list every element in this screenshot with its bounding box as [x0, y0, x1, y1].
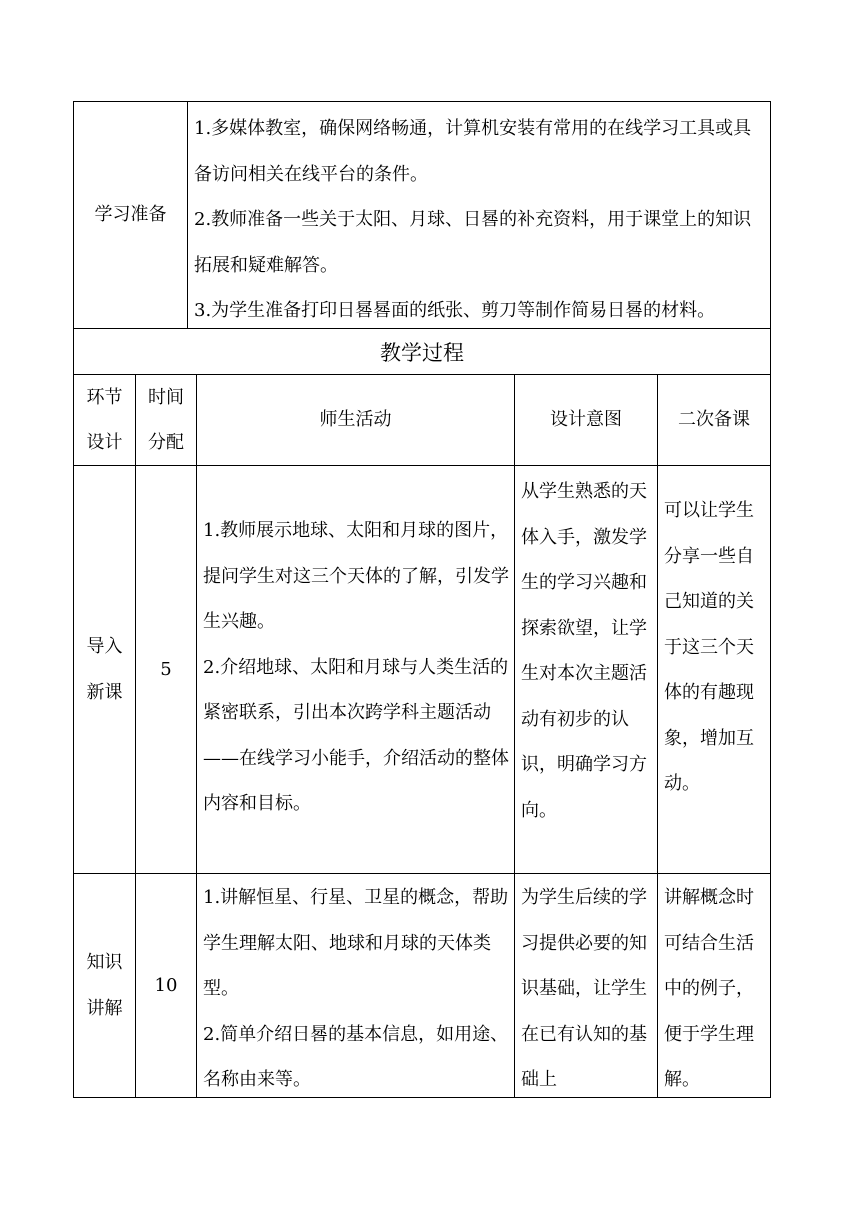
row-stage: 导入新课: [86, 636, 123, 703]
header-intent: 设计意图: [550, 409, 622, 431]
header-stage: 环节设计: [86, 386, 123, 453]
header-activity: 师生活动: [319, 409, 392, 431]
header-time: 时间分配: [148, 386, 184, 453]
activity-item: 1.讲解恒星、行星、卫星的概念，帮助学生理解太阳、地球和月球的天体类型。: [203, 887, 509, 999]
row-secondary: 可以让学生分享一些自己知道的关于这三个天体的有趣现象，增加互动。: [664, 500, 754, 794]
prep-label: 学习准备: [94, 204, 167, 226]
process-title: 教学过程: [380, 340, 464, 365]
row-time: 5: [160, 658, 172, 680]
row-activities: [203, 508, 509, 827]
row-secondary: 讲解概念时可结合生活中的例子，便于学生理解。: [664, 887, 754, 1090]
row-intent: 为学生后续的学习提供必要的知识基础，让学生在已有认知的基础上: [521, 887, 647, 1090]
prep-item: 3.为学生准备打印日晷晷面的纸张、剪刀等制作简易日晷的材料。: [194, 300, 716, 321]
row-stage: 知识讲解: [86, 952, 123, 1019]
header-secondary: 二次备课: [678, 409, 750, 431]
row-activities: [203, 875, 509, 1103]
activity-item: 1.教师展示地球、太阳和月球的图片，提问学生对这三个天体的了解，引发学生兴趣。: [203, 520, 509, 632]
prep-items: [194, 106, 768, 334]
activity-item: 2.简单介绍日晷的基本信息，如用途、名称由来等。: [203, 1023, 509, 1090]
prep-item: 1.多媒体教室，确保网络畅通，计算机安装有常用的在线学习工具或具备访问相关在线平台的条件。: [194, 118, 752, 185]
prep-item: 2.教师准备一些关于太阳、月球、日晷的补充资料，用于课堂上的知识拓展和疑难解答。: [194, 209, 752, 276]
row-time: 10: [154, 974, 178, 996]
activity-item: 2.介绍地球、太阳和月球与人类生活的紧密联系，引出本次跨学科主题活动——在线学习小能手，介绍活动的整体内容和目标。: [203, 656, 509, 814]
row-intent: 从学生熟悉的天体入手，激发学生的学习兴趣和探索欲望，让学生对本次主题活动有初步的认识，明确学习方向。: [521, 481, 647, 821]
